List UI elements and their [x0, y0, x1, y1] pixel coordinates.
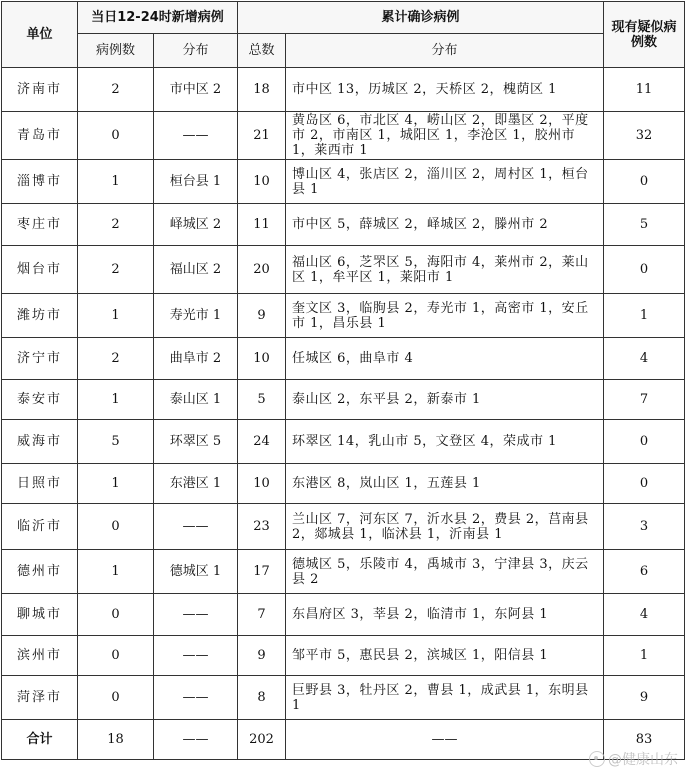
- city-cell: 烟台市: [2, 246, 78, 294]
- dist-cell: 兰山区 7，河东区 7，沂水县 2，费县 2，莒南县 2，郯城县 1，临沭县 1，沂南县 1: [286, 504, 604, 550]
- suspected-cell: 1: [604, 294, 685, 338]
- new-count-cell: 2: [78, 338, 154, 380]
- header-suspected: 现有疑似病例数: [604, 2, 685, 68]
- new-count-cell: 2: [78, 246, 154, 294]
- table-row: [2, 420, 685, 464]
- new-count-cell: 5: [78, 420, 154, 464]
- suspected-cell: 6: [604, 550, 685, 594]
- table-row: [2, 550, 685, 594]
- city-cell: 日照市: [2, 464, 78, 504]
- new-dist-cell: 桓台县 1: [154, 160, 238, 204]
- new-dist-cell: ——: [154, 636, 238, 676]
- total-cell: 23: [238, 504, 286, 550]
- new-dist-cell: 峄城区 2: [154, 204, 238, 246]
- suspected-cell: 32: [604, 112, 685, 160]
- header-unit: 单位: [2, 2, 78, 68]
- new-dist-cell: 寿光市 1: [154, 294, 238, 338]
- dist-cell: 奎文区 3，临朐县 2，寿光市 1，高密市 1，安丘市 1，昌乐县 1: [286, 294, 604, 338]
- suspected-cell: 0: [604, 246, 685, 294]
- new-dist-cell: 曲阜市 2: [154, 338, 238, 380]
- dist-cell: 环翠区 14，乳山市 5，文登区 4，荣成市 1: [286, 420, 604, 464]
- suspected-cell: 0: [604, 160, 685, 204]
- suspected-cell: 11: [604, 68, 685, 112]
- dist-cell: 德城区 5，乐陵市 4，禹城市 3，宁津县 3，庆云县 2: [286, 550, 604, 594]
- table-row: [2, 464, 685, 504]
- total-cell: 10: [238, 338, 286, 380]
- suspected-cell: 7: [604, 380, 685, 420]
- new-dist-cell: ——: [154, 504, 238, 550]
- suspected-cell: 0: [604, 420, 685, 464]
- table-row: [2, 246, 685, 294]
- total-cell: 8: [238, 676, 286, 720]
- new-dist-cell: ——: [154, 594, 238, 636]
- city-cell: 青岛市: [2, 112, 78, 160]
- city-cell: 滨州市: [2, 636, 78, 676]
- new-count-cell: 0: [78, 636, 154, 676]
- total-cell: 7: [238, 594, 286, 636]
- watermark: [589, 749, 678, 769]
- dist-cell: 博山区 4，张店区 2，淄川区 2，周村区 1，桓台县 1: [286, 160, 604, 204]
- city-cell: 临沂市: [2, 504, 78, 550]
- dist-cell: 东昌府区 3，莘县 2，临清市 1，东阿县 1: [286, 594, 604, 636]
- table-row: [2, 294, 685, 338]
- total-cell: 18: [238, 68, 286, 112]
- header-new-count: 病例数: [78, 34, 154, 68]
- dist-cell: 市中区 13，历城区 2，天桥区 2，槐荫区 1: [286, 68, 604, 112]
- city-cell: 聊城市: [2, 594, 78, 636]
- suspected-cell: 0: [604, 464, 685, 504]
- header-new-cases: 当日12-24时新增病例: [78, 2, 238, 34]
- new-dist-cell: 德城区 1: [154, 550, 238, 594]
- header-new-dist: 分布: [154, 34, 238, 68]
- total-cell: 9: [238, 294, 286, 338]
- total-cell: 11: [238, 204, 286, 246]
- total-cell: 10: [238, 160, 286, 204]
- new-dist-cell: ——: [154, 112, 238, 160]
- suspected-cell: 1: [604, 636, 685, 676]
- new-count-cell: 0: [78, 112, 154, 160]
- new-dist-cell: ——: [154, 676, 238, 720]
- new-dist-cell: 市中区 2: [154, 68, 238, 112]
- dist-cell: 东港区 8，岚山区 1，五莲县 1: [286, 464, 604, 504]
- suspected-cell: 3: [604, 504, 685, 550]
- city-cell: 潍坊市: [2, 294, 78, 338]
- new-count-cell: 0: [78, 504, 154, 550]
- suspected-cell: 9: [604, 676, 685, 720]
- new-dist-cell: 环翠区 5: [154, 420, 238, 464]
- dist-cell: 邹平市 5，惠民县 2，滨城区 1，阳信县 1: [286, 636, 604, 676]
- totals-new-count: 18: [78, 720, 154, 760]
- city-cell: 菏泽市: [2, 676, 78, 720]
- totals-suspected: 83: [604, 720, 685, 760]
- totals-dist: ——: [286, 720, 604, 760]
- new-dist-cell: 东港区 1: [154, 464, 238, 504]
- total-cell: 10: [238, 464, 286, 504]
- new-count-cell: 2: [78, 68, 154, 112]
- total-cell: 9: [238, 636, 286, 676]
- totals-total: 202: [238, 720, 286, 760]
- new-dist-cell: 福山区 2: [154, 246, 238, 294]
- new-count-cell: 1: [78, 550, 154, 594]
- table-row: [2, 676, 685, 720]
- total-cell: 5: [238, 380, 286, 420]
- total-cell: 21: [238, 112, 286, 160]
- table-row: [2, 68, 685, 112]
- suspected-cell: 4: [604, 338, 685, 380]
- new-count-cell: 1: [78, 294, 154, 338]
- total-cell: 20: [238, 246, 286, 294]
- header-cumulative: 累计确诊病例: [238, 2, 604, 34]
- table-row: [2, 380, 685, 420]
- dist-cell: 市中区 5，薛城区 2，峄城区 2，滕州市 2: [286, 204, 604, 246]
- dist-cell: 泰山区 2，东平县 2，新泰市 1: [286, 380, 604, 420]
- city-cell: 济宁市: [2, 338, 78, 380]
- table-row: [2, 112, 685, 160]
- table-row: [2, 160, 685, 204]
- header-cum-total: 总数: [238, 34, 286, 68]
- header-cum-dist: 分布: [286, 34, 604, 68]
- suspected-cell: 4: [604, 594, 685, 636]
- table-row: [2, 504, 685, 550]
- new-dist-cell: 泰山区 1: [154, 380, 238, 420]
- weibo-icon: [589, 751, 605, 767]
- new-count-cell: 1: [78, 160, 154, 204]
- dist-cell: 巨野县 3，牡丹区 2，曹县 1，成武县 1，东明县 1: [286, 676, 604, 720]
- new-count-cell: 1: [78, 464, 154, 504]
- new-count-cell: 1: [78, 380, 154, 420]
- city-cell: 淄博市: [2, 160, 78, 204]
- table-row: [2, 338, 685, 380]
- new-count-cell: 0: [78, 594, 154, 636]
- dist-cell: 黄岛区 6，市北区 4，崂山区 2，即墨区 2，平度市 2，市南区 1，城阳区 1，李沧区 1，胶州市 1，莱西市 1: [286, 112, 604, 160]
- city-cell: 德州市: [2, 550, 78, 594]
- total-cell: 17: [238, 550, 286, 594]
- table-row: [2, 594, 685, 636]
- table-row: [2, 636, 685, 676]
- watermark-text: @健康山东: [608, 752, 678, 768]
- city-cell: 济南市: [2, 68, 78, 112]
- case-table: [1, 1, 685, 760]
- new-count-cell: 2: [78, 204, 154, 246]
- dist-cell: 任城区 6，曲阜市 4: [286, 338, 604, 380]
- totals-label: 合计: [2, 720, 78, 760]
- city-cell: 威海市: [2, 420, 78, 464]
- city-cell: 泰安市: [2, 380, 78, 420]
- city-cell: 枣庄市: [2, 204, 78, 246]
- suspected-cell: 5: [604, 204, 685, 246]
- dist-cell: 福山区 6，芝罘区 5，海阳市 4，莱州市 2，莱山区 1，牟平区 1，莱阳市 1: [286, 246, 604, 294]
- total-cell: 24: [238, 420, 286, 464]
- table-row: [2, 204, 685, 246]
- new-count-cell: 0: [78, 676, 154, 720]
- totals-row: [2, 720, 685, 760]
- totals-new-dist: ——: [154, 720, 238, 760]
